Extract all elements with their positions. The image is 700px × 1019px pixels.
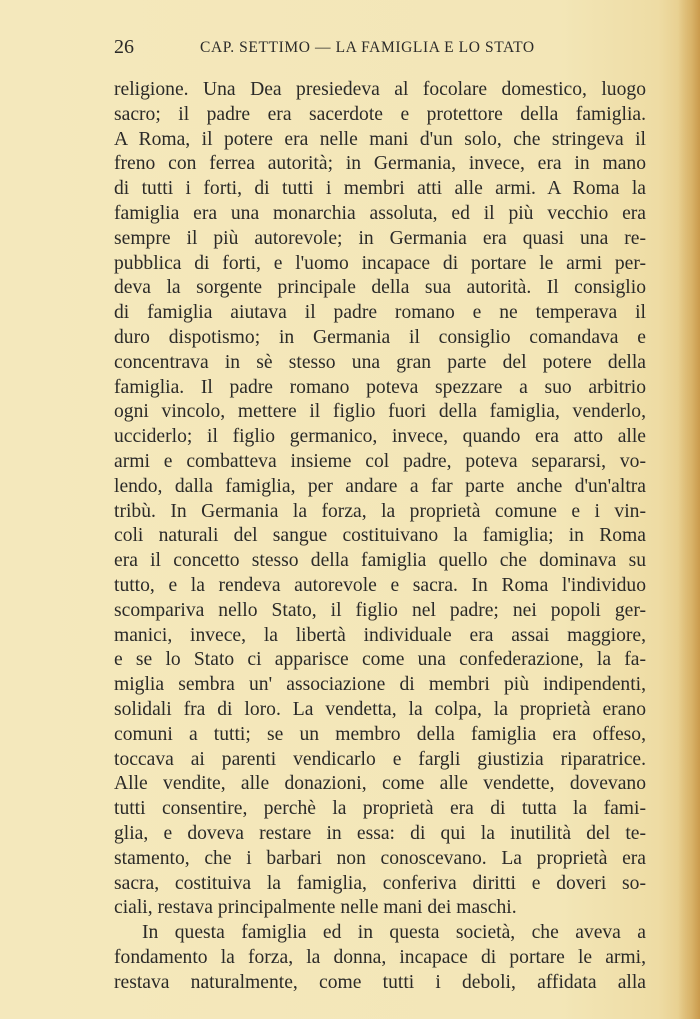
text-line: manici, invece, la libertà individuale era assai maggiore, [114,624,646,646]
text-line: glia, e doveva restare in essa: di qui la inutilità del te- [114,822,646,844]
text-line: Alle vendite, alle donazioni, come alle vendette, dovevano [114,773,646,795]
text-line: famiglia. Il padre romano poteva spezzare a suo arbitrio [114,376,646,398]
text-line: stamento, che i barbari non conoscevano. La proprietà era [114,847,646,869]
text-line: scompariva nello Stato, il figlio nel padre; nei popoli ger- [114,599,646,621]
text-line: ciali, restava principalmente nelle mani dei maschi. [114,897,517,919]
text-line: concentrava in sè stesso una gran parte del potere della [114,351,646,373]
text-line: tutti consentire, perchè la proprietà era di tutta la fami- [114,798,646,820]
text-line: sempre il più autorevole; in Germania era quasi una re- [114,227,646,249]
text-line: famiglia era una monarchia assoluta, ed il più vecchio era [114,202,646,224]
text-line: toccava ai parenti vendicarlo e fargli giustizia riparatrice. [114,748,646,770]
text-line: tribù. In Germania la forza, la proprietà comune e i vin- [114,500,646,522]
text-line: armi e combatteva insieme col padre, poteva separarsi, vo- [114,450,646,472]
text-line: sacra, costituiva la famiglia, conferiva diritti e doveri so- [114,872,646,894]
page-number: 26 [114,36,134,58]
text-line: fondamento la forza, la donna, incapace di portare le armi, [114,946,646,968]
text-line: ogni vincolo, mettere il figlio fuori della famiglia, venderlo, [114,401,646,423]
text-line: religione. Una Dea presiedeva al focolare domestico, luogo [114,79,646,100]
body-text [114,78,646,995]
text-line: duro dispotismo; in Germania il consiglio comandava e [114,326,646,348]
text-line: miglia sembra un' associazione di membri più indipendenti, [114,674,646,696]
text-line: deva la sorgente principale della sua autorità. Il consiglio [114,277,646,299]
text-line: di famiglia aiutava il padre romano e ne temperava il [114,302,646,324]
text-line: ucciderlo; il figlio germanico, invece, quando era atto alle [114,426,646,448]
text-line: sacro; il padre era sacerdote e protettore della famiglia. [114,103,646,125]
text-line: comuni a tutti; se un membro della famiglia era offeso, [114,723,646,745]
text-line: tutto, e la rendeva autorevole e sacra. In Roma l'individuo [114,574,646,596]
text-line: lendo, dalla famiglia, per andare a far parte anche d'un'altra [114,475,646,497]
text-line: coli naturali del sangue costituivano la famiglia; in Roma [114,525,646,547]
text-line: A Roma, il potere era nelle mani d'un solo, che stringeva il [114,128,646,150]
text-line: solidali fra di loro. La vendetta, la colpa, la proprietà erano [114,698,646,720]
text-line: pubblica di forti, e l'uomo incapace di portare le armi per- [114,252,646,274]
text-line: freno con ferrea autorità; in Germania, invece, era in mano [114,153,646,175]
text-line: e se lo Stato ci apparisce come una confederazione, la fa- [114,649,646,671]
text-line: era il concetto stesso della famiglia quello che dominava su [114,550,646,572]
text-line: di tutti i forti, di tutti i membri atti alle armi. A Roma la [114,178,646,200]
page-edge-shadow [678,0,700,1019]
running-head: CAP. SETTIMO — LA FAMIGLIA E LO STATO [200,39,535,56]
page-header [114,36,646,62]
text-line: restava naturalmente, come tutti i deboli, affidata alla [114,971,646,993]
text-line: In questa famiglia ed in questa società, che aveva a [142,922,646,944]
